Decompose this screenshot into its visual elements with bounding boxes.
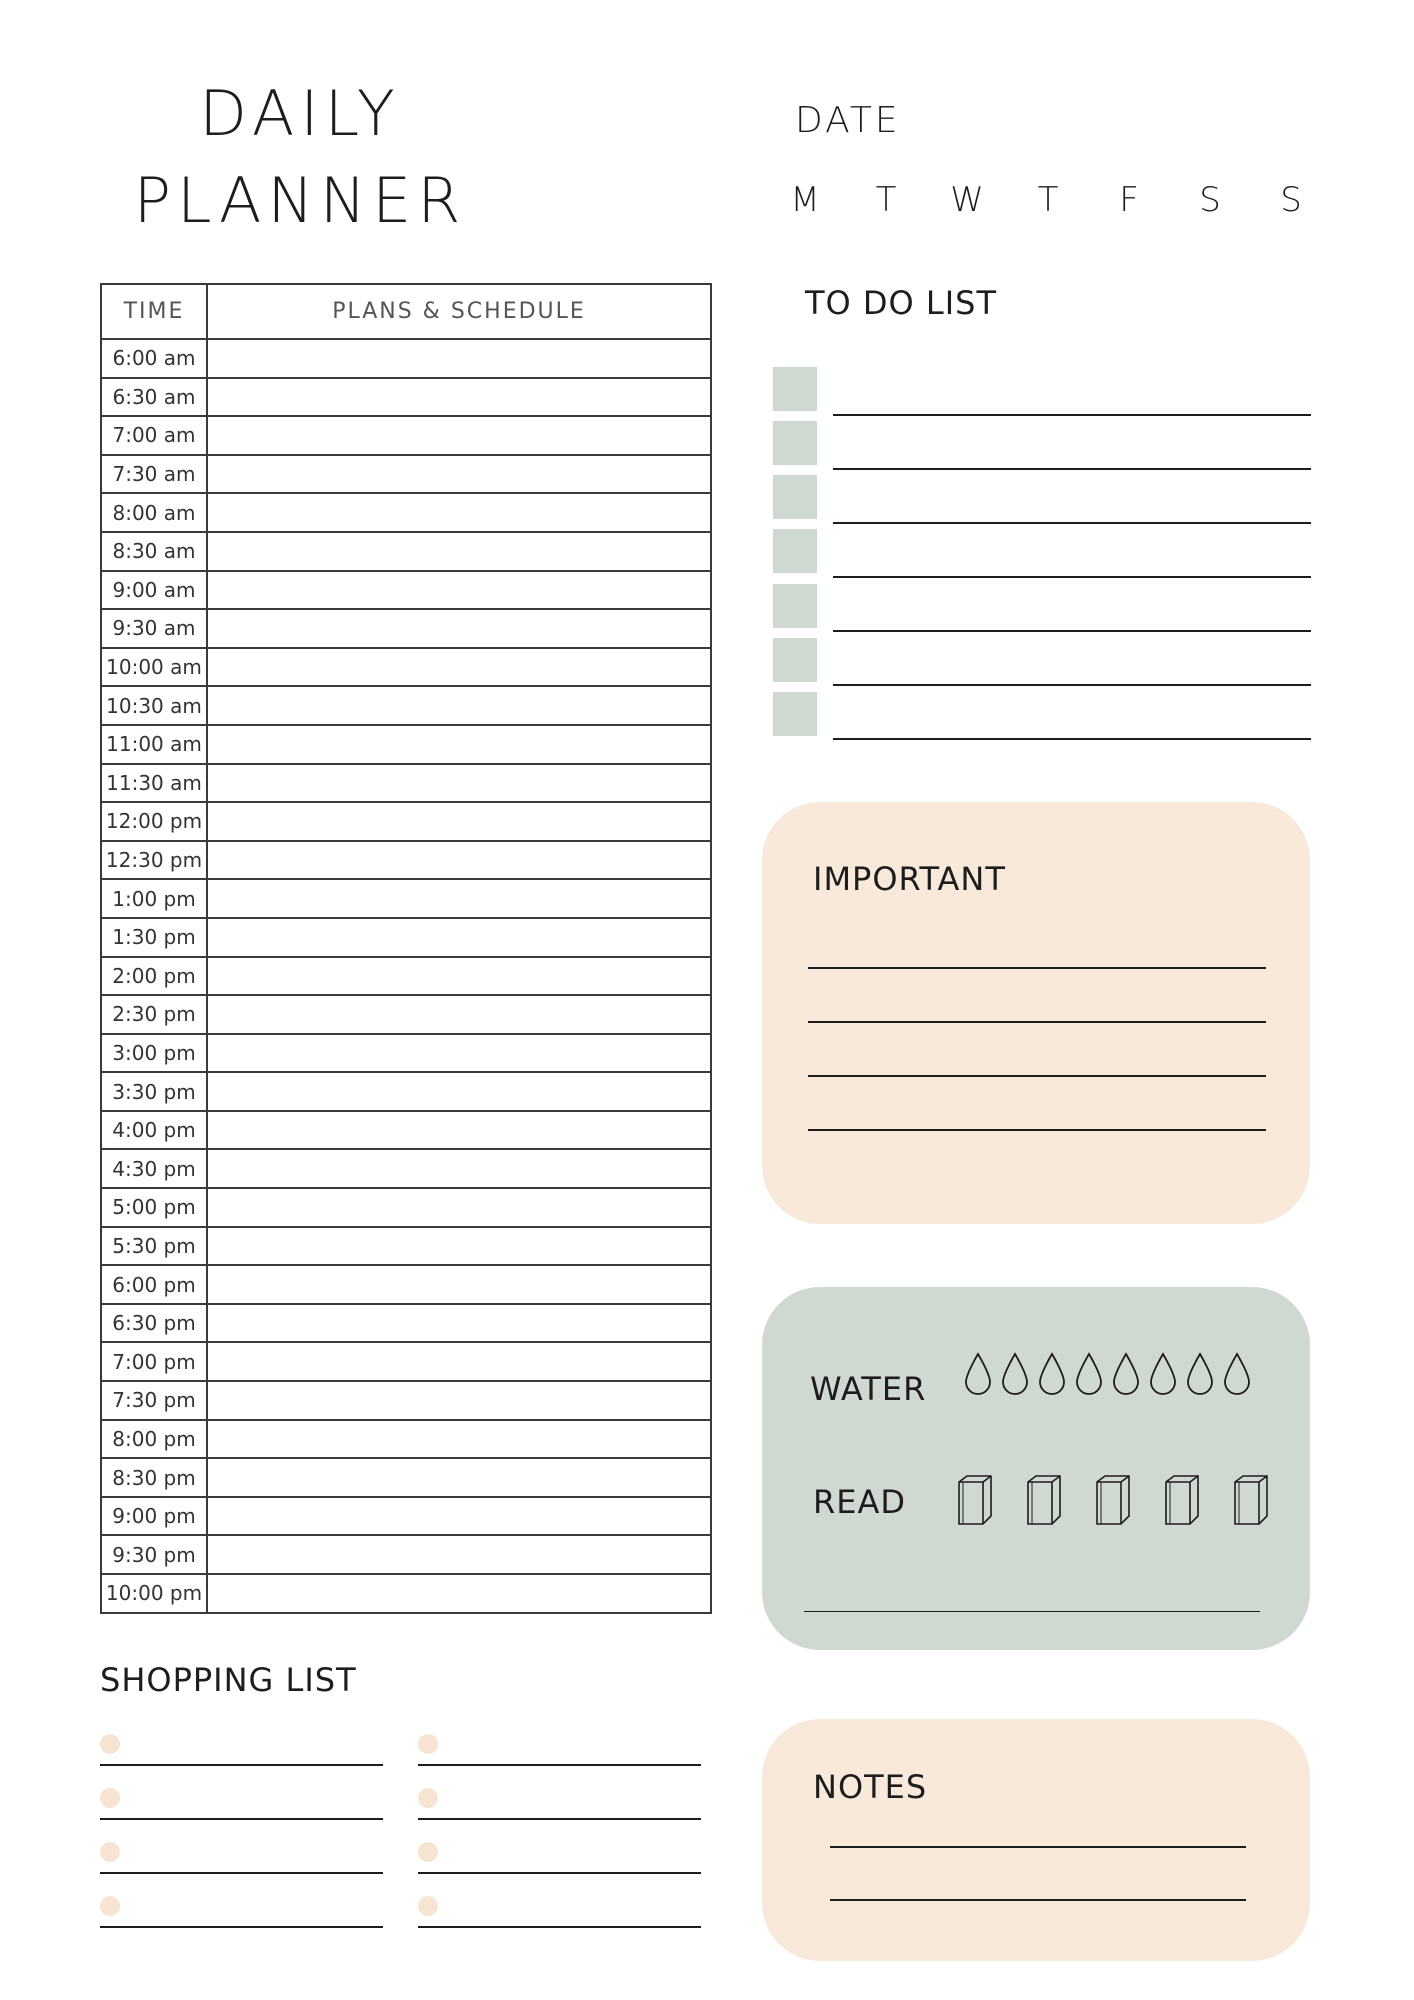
day-saturday[interactable]: S [1199,180,1221,220]
time-slot: 10:30 am [101,686,207,725]
schedule-row [101,571,711,610]
time-slot: 8:00 pm [101,1420,207,1459]
todo-title: TO DO LIST [805,284,998,322]
schedule-row [101,802,711,841]
water-drop-icon[interactable] [1223,1352,1251,1396]
plan-entry-cell[interactable] [207,378,711,417]
schedule-row [101,1227,711,1266]
plan-entry-cell[interactable] [207,1497,711,1536]
plan-entry-cell[interactable] [207,1574,711,1613]
plan-entry-cell[interactable] [207,571,711,610]
schedule-header-row [101,284,711,339]
plan-entry-cell[interactable] [207,764,711,803]
schedule-row [101,1574,711,1613]
schedule-row [101,339,711,378]
schedule-row [101,879,711,918]
shopping-bullet [418,1842,438,1862]
schedule-row [101,1072,711,1111]
time-slot: 2:30 pm [101,995,207,1034]
shopping-item-line[interactable] [100,1764,383,1766]
todo-checkbox[interactable] [773,584,817,628]
schedule-row [101,1497,711,1536]
todo-line[interactable] [833,630,1311,632]
shopping-item-line[interactable] [418,1872,701,1874]
todo-line[interactable] [833,414,1311,416]
plan-entry-cell[interactable] [207,416,711,455]
schedule-row [101,686,711,725]
schedule-row [101,1420,711,1459]
time-slot: 3:00 pm [101,1034,207,1073]
plan-entry-cell[interactable] [207,1381,711,1420]
planner-title-line2: PLANNER [133,164,467,237]
time-column-header: TIME [101,284,207,339]
time-slot: 8:30 pm [101,1458,207,1497]
shopping-item-line[interactable] [418,1764,701,1766]
plan-entry-cell[interactable] [207,686,711,725]
time-slot: 1:30 pm [101,918,207,957]
plan-entry-cell[interactable] [207,1111,711,1150]
time-slot: 7:30 pm [101,1381,207,1420]
habit-tracker-card [762,1287,1310,1650]
plans-column-header: PLANS & SCHEDULE [207,284,711,339]
shopping-bullet [418,1734,438,1754]
todo-checkbox[interactable] [773,529,817,573]
important-title: IMPORTANT [813,860,1006,898]
todo-line[interactable] [833,684,1311,686]
plan-entry-cell[interactable] [207,918,711,957]
notes-line[interactable] [830,1846,1246,1848]
book-icon[interactable] [1231,1472,1271,1528]
time-slot: 7:00 pm [101,1342,207,1381]
schedule-body [101,339,711,1613]
notes-title: NOTES [813,1768,928,1806]
plan-entry-cell[interactable] [207,339,711,378]
day-monday[interactable]: M [790,180,820,220]
schedule-row [101,725,711,764]
important-line[interactable] [808,1129,1266,1131]
plan-entry-cell[interactable] [207,1304,711,1343]
time-slot: 1:00 pm [101,879,207,918]
schedule-row [101,416,711,455]
water-drop-icon[interactable] [1112,1352,1140,1396]
day-friday[interactable]: F [1119,180,1139,220]
time-slot: 6:30 pm [101,1304,207,1343]
water-label: WATER [810,1370,927,1408]
time-slot: 6:30 am [101,378,207,417]
todo-checkbox[interactable] [773,421,817,465]
plan-entry-cell[interactable] [207,1342,711,1381]
time-slot: 9:30 am [101,609,207,648]
time-slot: 7:00 am [101,416,207,455]
schedule-row [101,918,711,957]
time-slot: 8:00 am [101,493,207,532]
time-slot: 5:30 pm [101,1227,207,1266]
schedule-row [101,995,711,1034]
plan-entry-cell[interactable] [207,995,711,1034]
shopping-item-line[interactable] [418,1818,701,1820]
water-drop-icon[interactable] [1186,1352,1214,1396]
book-icon[interactable] [1162,1472,1202,1528]
notes-card [762,1719,1310,1961]
important-line[interactable] [808,967,1266,969]
schedule-row [101,1149,711,1188]
time-slot: 12:30 pm [101,841,207,880]
schedule-row [101,648,711,687]
schedule-row [101,532,711,571]
water-drop-icon[interactable] [1149,1352,1177,1396]
plan-entry-cell[interactable] [207,532,711,571]
plan-entry-cell[interactable] [207,493,711,532]
book-icon[interactable] [1093,1472,1133,1528]
schedule-row [101,841,711,880]
planner-title-line1: DAILY [199,77,401,150]
todo-checkbox[interactable] [773,638,817,682]
todo-line[interactable] [833,468,1311,470]
schedule-row [101,1265,711,1304]
water-drop-icon[interactable] [1075,1352,1103,1396]
time-slot: 5:00 pm [101,1188,207,1227]
shopping-bullet [418,1788,438,1808]
shopping-title: SHOPPING LIST [100,1661,357,1699]
important-line[interactable] [808,1075,1266,1077]
plan-entry-cell[interactable] [207,455,711,494]
todo-line[interactable] [833,522,1311,524]
time-slot: 8:30 am [101,532,207,571]
water-drop-icon[interactable] [1038,1352,1066,1396]
schedule-row [101,1535,711,1574]
time-slot: 12:00 pm [101,802,207,841]
schedule-row [101,1342,711,1381]
schedule-row [101,1304,711,1343]
plan-entry-cell[interactable] [207,1072,711,1111]
shopping-bullet [100,1896,120,1916]
day-wednesday[interactable]: W [950,180,984,220]
time-slot: 6:00 am [101,339,207,378]
day-sunday[interactable]: S [1280,180,1302,220]
day-tuesday[interactable]: T [875,180,897,220]
plan-entry-cell[interactable] [207,648,711,687]
plan-entry-cell[interactable] [207,1188,711,1227]
plan-entry-cell[interactable] [207,1458,711,1497]
shopping-bullet [100,1842,120,1862]
time-slot: 6:00 pm [101,1265,207,1304]
plan-entry-cell[interactable] [207,957,711,996]
time-slot: 11:00 am [101,725,207,764]
shopping-item-line[interactable] [100,1926,383,1928]
plan-entry-cell[interactable] [207,609,711,648]
todo-line[interactable] [833,738,1311,740]
book-icon[interactable] [955,1472,995,1528]
time-slot: 4:30 pm [101,1149,207,1188]
book-icon[interactable] [1024,1472,1064,1528]
schedule-row [101,1188,711,1227]
water-drop-icon[interactable] [1001,1352,1029,1396]
schedule-row [101,609,711,648]
schedule-row [101,455,711,494]
plan-entry-cell[interactable] [207,1034,711,1073]
notes-line[interactable] [830,1899,1246,1901]
habit-line[interactable] [804,1611,1260,1612]
todo-checkbox[interactable] [773,692,817,736]
todo-checkbox[interactable] [773,367,817,411]
shopping-bullet [100,1788,120,1808]
todo-checkbox[interactable] [773,475,817,519]
schedule-row [101,493,711,532]
plan-entry-cell[interactable] [207,725,711,764]
todo-line[interactable] [833,576,1311,578]
time-slot: 11:30 am [101,764,207,803]
plan-entry-cell[interactable] [207,879,711,918]
schedule-row [101,957,711,996]
plan-entry-cell[interactable] [207,802,711,841]
time-slot: 7:30 am [101,455,207,494]
time-slot: 9:00 pm [101,1497,207,1536]
schedule-row [101,1034,711,1073]
shopping-item-line[interactable] [100,1872,383,1874]
shopping-item-line[interactable] [418,1926,701,1928]
time-slot: 10:00 pm [101,1574,207,1613]
schedule-row [101,764,711,803]
plan-entry-cell[interactable] [207,1535,711,1574]
schedule-row [101,378,711,417]
plan-entry-cell[interactable] [207,1227,711,1266]
shopping-item-line[interactable] [100,1818,383,1820]
shopping-bullet [418,1896,438,1916]
water-drop-icon[interactable] [964,1352,992,1396]
schedule-table [100,283,712,1614]
day-thursday[interactable]: T [1037,180,1059,220]
time-slot: 3:30 pm [101,1072,207,1111]
plan-entry-cell[interactable] [207,1265,711,1304]
time-slot: 2:00 pm [101,957,207,996]
time-slot: 4:00 pm [101,1111,207,1150]
read-label: READ [813,1483,906,1521]
plan-entry-cell[interactable] [207,1149,711,1188]
plan-entry-cell[interactable] [207,1420,711,1459]
schedule-row [101,1458,711,1497]
schedule-row [101,1381,711,1420]
important-line[interactable] [808,1021,1266,1023]
plan-entry-cell[interactable] [207,841,711,880]
date-label: DATE [795,100,901,141]
time-slot: 9:30 pm [101,1535,207,1574]
time-slot: 10:00 am [101,648,207,687]
shopping-bullet [100,1734,120,1754]
time-slot: 9:00 am [101,571,207,610]
schedule-row [101,1111,711,1150]
